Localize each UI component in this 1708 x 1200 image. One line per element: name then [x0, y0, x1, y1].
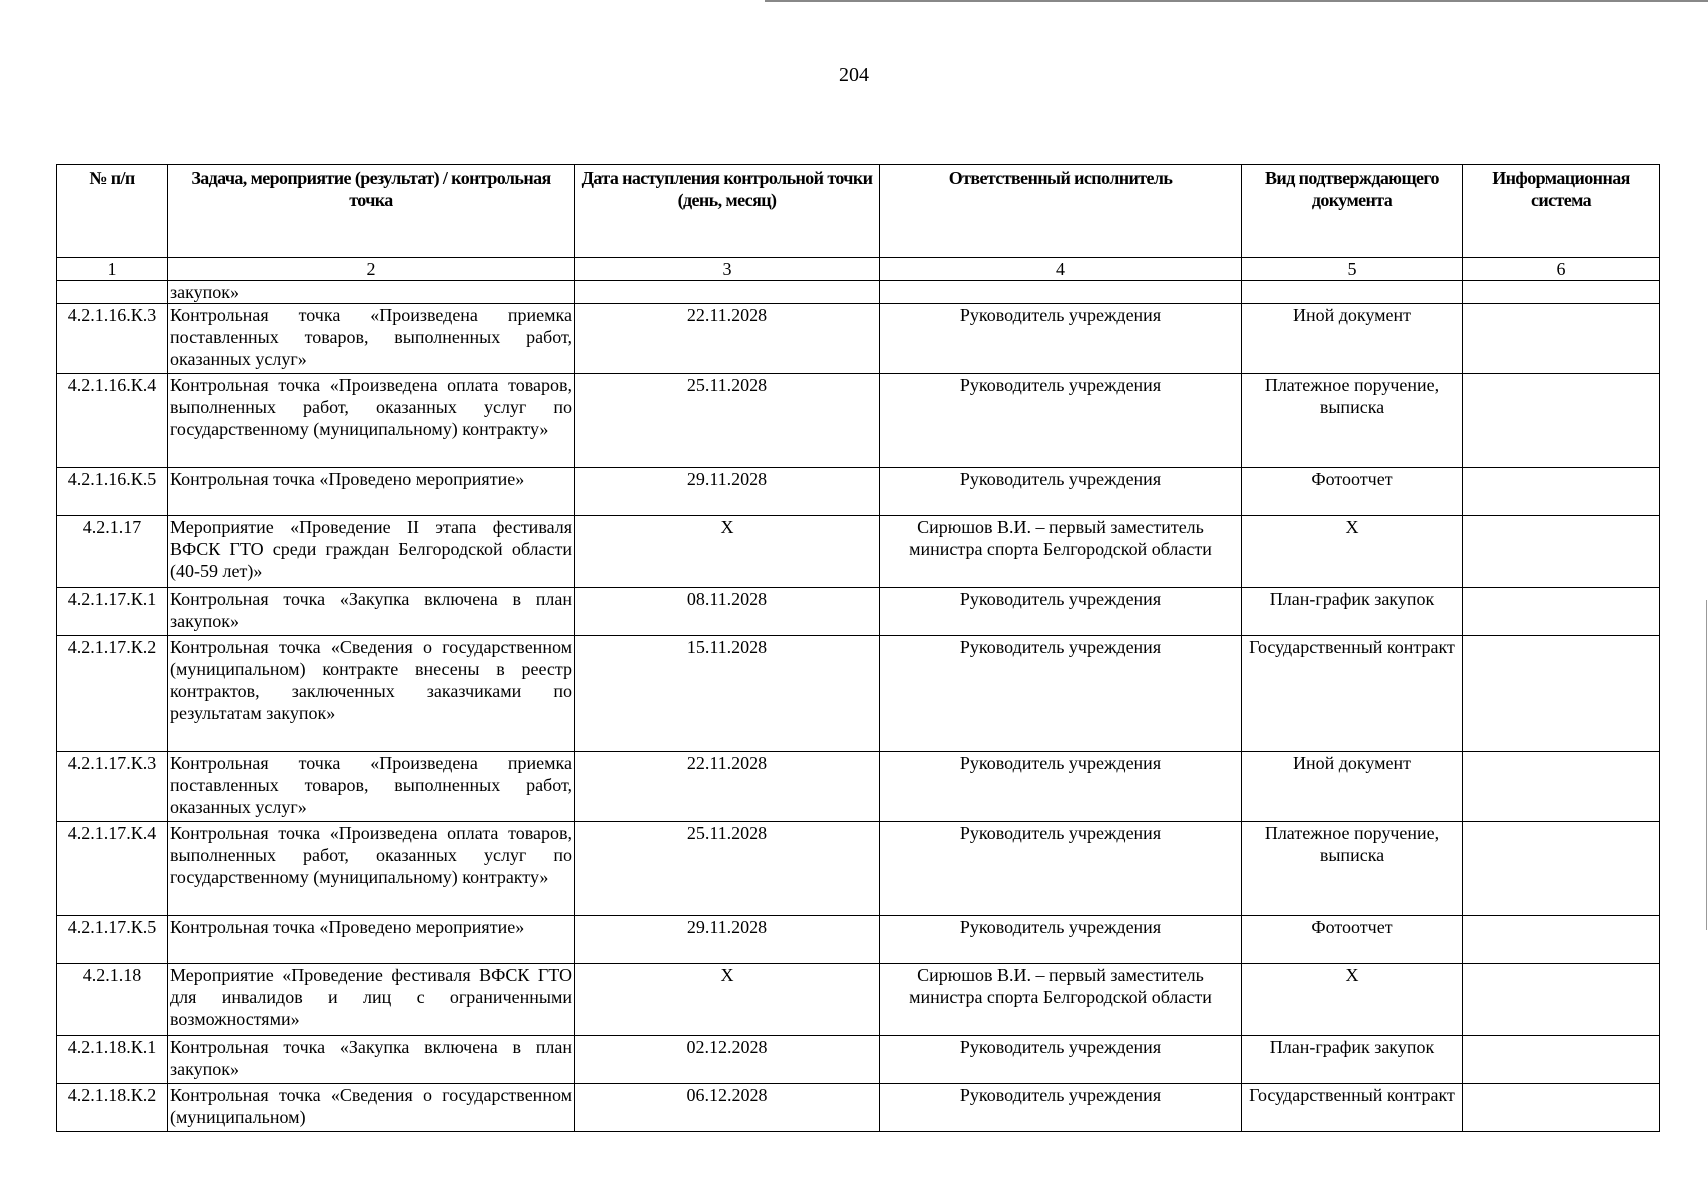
row-document: Х — [1242, 964, 1463, 1036]
row-info-system — [1463, 1084, 1660, 1132]
row-number — [57, 281, 168, 304]
table-row — [57, 822, 1660, 916]
row-info-system — [1463, 916, 1660, 964]
control-points-table — [56, 164, 1660, 1132]
row-document: Государственный контракт — [1242, 636, 1463, 752]
row-number: 4.2.1.17.К.5 — [57, 916, 168, 964]
row-date: 25.11.2028 — [575, 822, 880, 916]
table-row — [57, 636, 1660, 752]
row-number: 4.2.1.18.К.2 — [57, 1084, 168, 1132]
row-task: Контрольная точка «Проведено мероприятие» — [168, 468, 575, 516]
row-task: Контрольная точка «Сведения о государственном (муниципальном) контракте внесены в реестр контрактов, заключенных заказчиками по результатам закупок» — [168, 636, 575, 752]
table-row — [57, 468, 1660, 516]
column-number: 4 — [880, 258, 1242, 281]
table-row — [57, 752, 1660, 822]
table-row — [57, 588, 1660, 636]
row-number: 4.2.1.17 — [57, 516, 168, 588]
row-number: 4.2.1.18 — [57, 964, 168, 1036]
row-date: Х — [575, 516, 880, 588]
row-responsible: Руководитель учреждения — [880, 304, 1242, 374]
row-task: Контрольная точка «Произведена приемка поставленных товаров, выполненных работ, оказанных услуг» — [168, 304, 575, 374]
row-responsible: Сирюшов В.И. – первый заместитель министра спорта Белгородской области — [880, 516, 1242, 588]
row-responsible: Руководитель учреждения — [880, 1084, 1242, 1132]
row-date: 02.12.2028 — [575, 1036, 880, 1084]
column-number: 2 — [168, 258, 575, 281]
row-task: Мероприятие «Проведение II этапа фестиваля ВФСК ГТО среди граждан Белгородской области (40-59 лет)» — [168, 516, 575, 588]
row-document: Государственный контракт — [1242, 1084, 1463, 1132]
row-info-system — [1463, 1036, 1660, 1084]
row-document: План-график закупок — [1242, 1036, 1463, 1084]
table-row — [57, 1036, 1660, 1084]
row-number: 4.2.1.17.К.1 — [57, 588, 168, 636]
table-row — [57, 916, 1660, 964]
row-date: Х — [575, 964, 880, 1036]
header-info-system: Информационная система — [1463, 165, 1660, 258]
row-document: Иной документ — [1242, 304, 1463, 374]
header-num: № п/п — [57, 165, 168, 258]
row-responsible: Руководитель учреждения — [880, 374, 1242, 468]
row-responsible: Сирюшов В.И. – первый заместитель министра спорта Белгородской области — [880, 964, 1242, 1036]
row-date: 15.11.2028 — [575, 636, 880, 752]
row-info-system — [1463, 752, 1660, 822]
row-number: 4.2.1.18.К.1 — [57, 1036, 168, 1084]
right-scan-rule — [1706, 600, 1707, 930]
row-info-system — [1463, 374, 1660, 468]
row-number: 4.2.1.16.К.5 — [57, 468, 168, 516]
row-task: Контрольная точка «Закупка включена в план закупок» — [168, 1036, 575, 1084]
row-task: Контрольная точка «Произведена оплата товаров, выполненных работ, оказанных услуг по государственному (муниципальному) контракту» — [168, 822, 575, 916]
row-document: Х — [1242, 516, 1463, 588]
table-row — [57, 1084, 1660, 1132]
row-document: Фотоотчет — [1242, 916, 1463, 964]
row-date: 29.11.2028 — [575, 468, 880, 516]
page-number: 204 — [839, 64, 869, 86]
column-number: 1 — [57, 258, 168, 281]
row-responsible: Руководитель учреждения — [880, 636, 1242, 752]
table-row — [57, 964, 1660, 1036]
row-info-system — [1463, 281, 1660, 304]
row-task: Контрольная точка «Закупка включена в план закупок» — [168, 588, 575, 636]
row-date: 06.12.2028 — [575, 1084, 880, 1132]
column-number: 5 — [1242, 258, 1463, 281]
row-info-system — [1463, 468, 1660, 516]
row-date: 22.11.2028 — [575, 752, 880, 822]
row-document: Иной документ — [1242, 752, 1463, 822]
table-row — [57, 281, 1660, 304]
column-number-row — [57, 258, 1660, 281]
row-date: 25.11.2028 — [575, 374, 880, 468]
row-task: Контрольная точка «Проведено мероприятие» — [168, 916, 575, 964]
row-task: закупок» — [168, 281, 575, 304]
table-row — [57, 304, 1660, 374]
row-date: 22.11.2028 — [575, 304, 880, 374]
row-responsible — [880, 281, 1242, 304]
row-date: 08.11.2028 — [575, 588, 880, 636]
row-responsible: Руководитель учреждения — [880, 916, 1242, 964]
row-number: 4.2.1.17.К.2 — [57, 636, 168, 752]
row-responsible: Руководитель учреждения — [880, 752, 1242, 822]
row-info-system — [1463, 822, 1660, 916]
row-info-system — [1463, 964, 1660, 1036]
row-date: 29.11.2028 — [575, 916, 880, 964]
column-number: 6 — [1463, 258, 1660, 281]
row-info-system — [1463, 516, 1660, 588]
header-document: Вид подтверждающего документа — [1242, 165, 1463, 258]
top-scan-rule — [765, 0, 1708, 2]
row-task: Контрольная точка «Произведена оплата товаров, выполненных работ, оказанных услуг по государственному (муниципальному) контракту» — [168, 374, 575, 468]
row-task: Мероприятие «Проведение фестиваля ВФСК ГТО для инвалидов и лиц с ограниченными возможностями» — [168, 964, 575, 1036]
row-info-system — [1463, 636, 1660, 752]
row-info-system — [1463, 304, 1660, 374]
row-task: Контрольная точка «Произведена приемка поставленных товаров, выполненных работ, оказанных услуг» — [168, 752, 575, 822]
header-date: Дата наступления контрольной точки (день, месяц) — [575, 165, 880, 258]
row-responsible: Руководитель учреждения — [880, 588, 1242, 636]
row-number: 4.2.1.16.К.4 — [57, 374, 168, 468]
row-responsible: Руководитель учреждения — [880, 822, 1242, 916]
column-number: 3 — [575, 258, 880, 281]
row-task: Контрольная точка «Сведения о государственном (муниципальном) — [168, 1084, 575, 1132]
row-number: 4.2.1.17.К.3 — [57, 752, 168, 822]
row-date — [575, 281, 880, 304]
row-document: План-график закупок — [1242, 588, 1463, 636]
row-document: Платежное поручение, выписка — [1242, 374, 1463, 468]
row-document — [1242, 281, 1463, 304]
header-row — [57, 165, 1660, 258]
row-responsible: Руководитель учреждения — [880, 1036, 1242, 1084]
row-document: Фотоотчет — [1242, 468, 1463, 516]
row-document: Платежное поручение, выписка — [1242, 822, 1463, 916]
row-number: 4.2.1.16.К.3 — [57, 304, 168, 374]
header-responsible: Ответственный исполнитель — [880, 165, 1242, 258]
row-number: 4.2.1.17.К.4 — [57, 822, 168, 916]
row-info-system — [1463, 588, 1660, 636]
table-row — [57, 516, 1660, 588]
table-row — [57, 374, 1660, 468]
header-task: Задача, мероприятие (результат) / контрольная точка — [168, 165, 575, 258]
row-responsible: Руководитель учреждения — [880, 468, 1242, 516]
